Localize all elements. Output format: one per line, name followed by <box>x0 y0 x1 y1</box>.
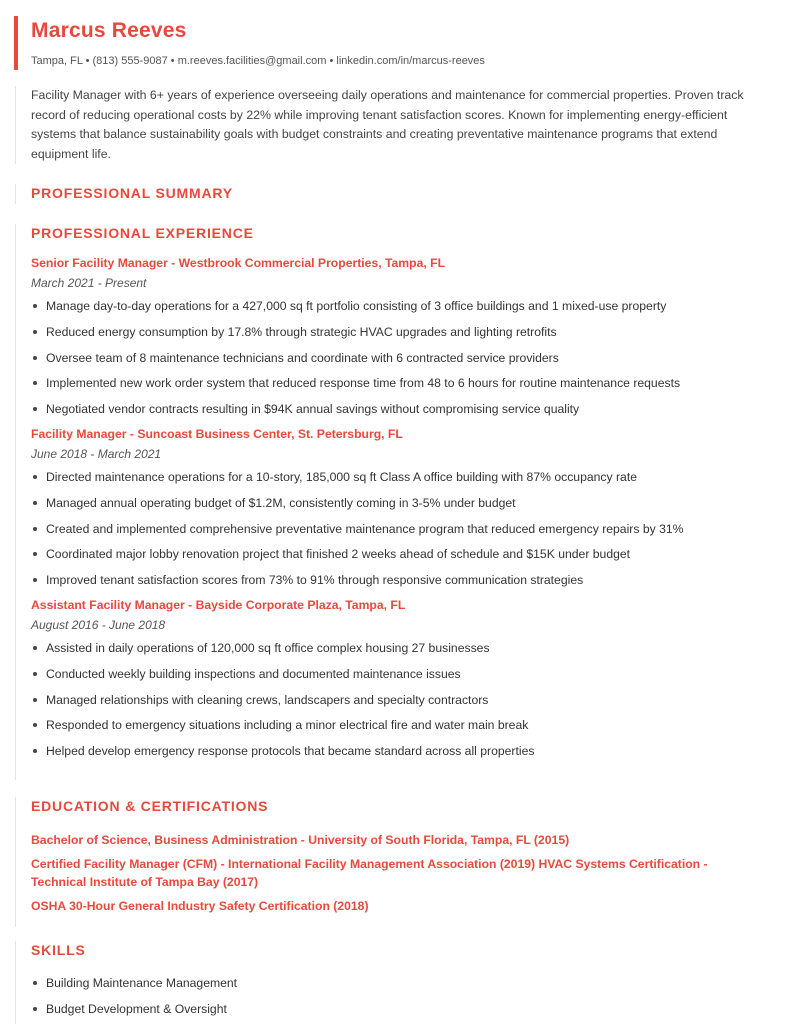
section-title-experience: PROFESSIONAL EXPERIENCE <box>31 225 254 241</box>
bullet-item: Reduced energy consumption by 17.8% through strategic HVAC upgrades and lighting retrofits <box>31 324 760 340</box>
education-item: Certified Facility Manager (CFM) - International Facility Management Association (2019) HVAC Systems Certification - Technical Institute of Tampa Bay (2017) <box>31 857 708 889</box>
job-title: Facility Manager - Suncoast Business Center, St. Petersburg, FL <box>31 426 403 441</box>
resume-header <box>14 16 754 70</box>
section-title-summary: PROFESSIONAL SUMMARY <box>31 185 233 201</box>
bullet-item: Oversee team of 8 maintenance technicians and coordinate with 6 contracted service providers <box>31 350 760 366</box>
skill-item: Building Maintenance Management <box>31 975 760 991</box>
section-title-education: EDUCATION & CERTIFICATIONS <box>31 798 269 814</box>
skills-section <box>15 941 760 1024</box>
experience-section <box>15 224 760 780</box>
contact-line: Tampa, FL • (813) 555-9087 • m.reeves.facilities@gmail.com • linkedin.com/in/marcus-reeves <box>31 55 485 67</box>
job-bullets <box>31 640 760 759</box>
bullet-item: Directed maintenance operations for a 10-story, 185,000 sq ft Class A office building with 87% occupancy rate <box>31 469 760 485</box>
bullet-item: Helped develop emergency response protocols that became standard across all properties <box>31 743 760 759</box>
job-entry <box>31 597 760 759</box>
job-title: Assistant Facility Manager - Bayside Corporate Plaza, Tampa, FL <box>31 597 406 612</box>
bullet-item: Managed relationships with cleaning crews, landscapers and specialty contractors <box>31 692 760 708</box>
section-title-skills: SKILLS <box>31 942 86 958</box>
job-title: Senior Facility Manager - Westbrook Commercial Properties, Tampa, FL <box>31 256 446 270</box>
job-entry <box>31 426 760 588</box>
bullet-item: Improved tenant satisfaction scores from 73% to 91% through responsive communication strategies <box>31 572 760 588</box>
education-item: OSHA 30-Hour General Industry Safety Certification (2018) <box>31 899 369 913</box>
bullet-item: Assisted in daily operations of 120,000 sq ft office complex housing 27 businesses <box>31 640 760 656</box>
job-entry <box>31 255 760 417</box>
education-item: Bachelor of Science, Business Administration - University of South Florida, Tampa, FL (2015) <box>31 833 570 847</box>
candidate-name: Marcus Reeves <box>31 19 187 42</box>
intro-paragraph: Facility Manager with 6+ years of experience overseeing daily operations and maintenance for commercial properties. Proven track record of reducing operational costs by 22% while improving tenant satisfaction scores. Known for implementing energy-efficient systems that balance sustainability goals with budget constraints and creating preventative maintenance programs that extend equipment life. <box>15 86 760 164</box>
job-bullets <box>31 298 760 417</box>
bullet-item: Coordinated major lobby renovation project that finished 2 weeks ahead of schedule and $15K under budget <box>31 546 760 562</box>
job-bullets <box>31 469 760 588</box>
bullet-item: Implemented new work order system that reduced response time from 48 to 6 hours for routine maintenance requests <box>31 375 760 391</box>
bullet-item: Negotiated vendor contracts resulting in $94K annual savings without compromising service quality <box>31 401 760 417</box>
education-section <box>15 797 760 927</box>
summary-section <box>15 184 760 204</box>
bullet-item: Created and implemented comprehensive preventative maintenance program that reduced emergency repairs by 31% <box>31 521 760 537</box>
bullet-item: Managed annual operating budget of $1.2M, consistently coming in 3-5% under budget <box>31 495 760 511</box>
skill-item: Budget Development & Oversight <box>31 1001 760 1017</box>
skills-list <box>31 975 760 1017</box>
bullet-item: Manage day-to-day operations for a 427,000 sq ft portfolio consisting of 3 office buildings and 1 mixed-use property <box>31 298 760 314</box>
bullet-item: Conducted weekly building inspections and documented maintenance issues <box>31 666 760 682</box>
job-dates: June 2018 - March 2021 <box>31 446 162 461</box>
bullet-item: Responded to emergency situations including a minor electrical fire and water main break <box>31 717 760 733</box>
job-dates: August 2016 - June 2018 <box>31 617 166 632</box>
job-dates: March 2021 - Present <box>31 276 147 290</box>
